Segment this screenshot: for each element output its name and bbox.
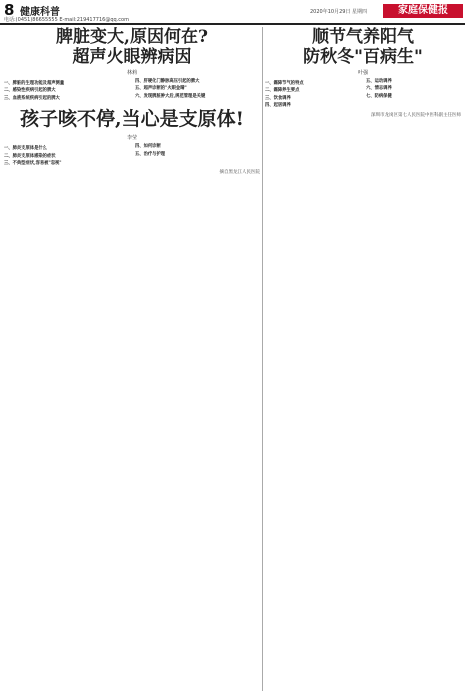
section-heading: 二、感染性疾病引起的脾大: [4, 88, 56, 94]
section-heading: 六、情志调养: [366, 86, 392, 92]
article1-body: [4, 79, 260, 102]
section-heading: 二、肺炎支原体感染的症状: [4, 153, 56, 159]
section-heading: 三、不典型症状,容易被"忽视": [4, 161, 62, 167]
article1-title-line2: 超声火眼辨病因: [72, 47, 192, 67]
article2-author: 李莹: [126, 135, 137, 142]
section-heading: 五、运动调养: [366, 79, 392, 84]
section-heading: 三、饮食调养: [265, 95, 291, 101]
header-rule: [0, 23, 465, 25]
newspaper-brand: 家庭保健报: [383, 4, 463, 18]
header-contacts: 电话:(0451)86655555 E-mail:219417716@qq.com: [4, 17, 129, 23]
article2-source: 摘自黑龙江人民医院: [219, 170, 260, 176]
section-title: 健康科普: [20, 7, 60, 18]
section-heading: 二、霜降养生要点: [265, 88, 300, 94]
article3-source: 深圳市龙岗区第七人民医院中医科副主任医师: [371, 112, 461, 118]
page-header: [0, 0, 465, 22]
page-number: 8: [4, 1, 15, 19]
article3-author: 叶强: [357, 70, 368, 76]
article3-body: [265, 79, 461, 109]
right-column: [265, 27, 461, 691]
section-heading: 五、治疗与护理: [135, 151, 166, 157]
article1-author: 林莉: [126, 70, 137, 76]
section-heading: 六、发现脾脏肿大后,规范管理是关键: [135, 93, 206, 99]
left-column: [4, 27, 260, 691]
article1-title-line1: 脾脏变大,原因何在?: [56, 27, 208, 47]
article2-title: 孩子咳不停,当心是支原体!: [20, 108, 244, 131]
section-heading: 三、血液系统疾病引起的脾大: [4, 95, 60, 101]
section-heading: 一、肺炎支原体是什么: [4, 146, 47, 152]
section-heading: 四、如何诊断: [135, 144, 161, 150]
column-divider: [262, 27, 263, 691]
article3-title-line1: 顺节气养阳气: [312, 27, 414, 47]
section-heading: 四、肝硬化门静脉高压引起的脾大: [135, 79, 200, 84]
issue-date: 2020年10月29日 星期四: [310, 9, 368, 15]
section-heading: 一、霜降节气的特点: [265, 81, 304, 86]
article2-body: [4, 144, 260, 166]
section-heading: 七、防病保健: [366, 93, 392, 99]
section-heading: 一、脾脏的生理功能及超声测量: [4, 81, 65, 86]
section-heading: 五、超声诊断的"火眼金睛": [135, 86, 187, 92]
article3-title-line2: 防秋冬"百病生": [303, 47, 423, 67]
section-heading: 四、起居调养: [265, 103, 291, 109]
